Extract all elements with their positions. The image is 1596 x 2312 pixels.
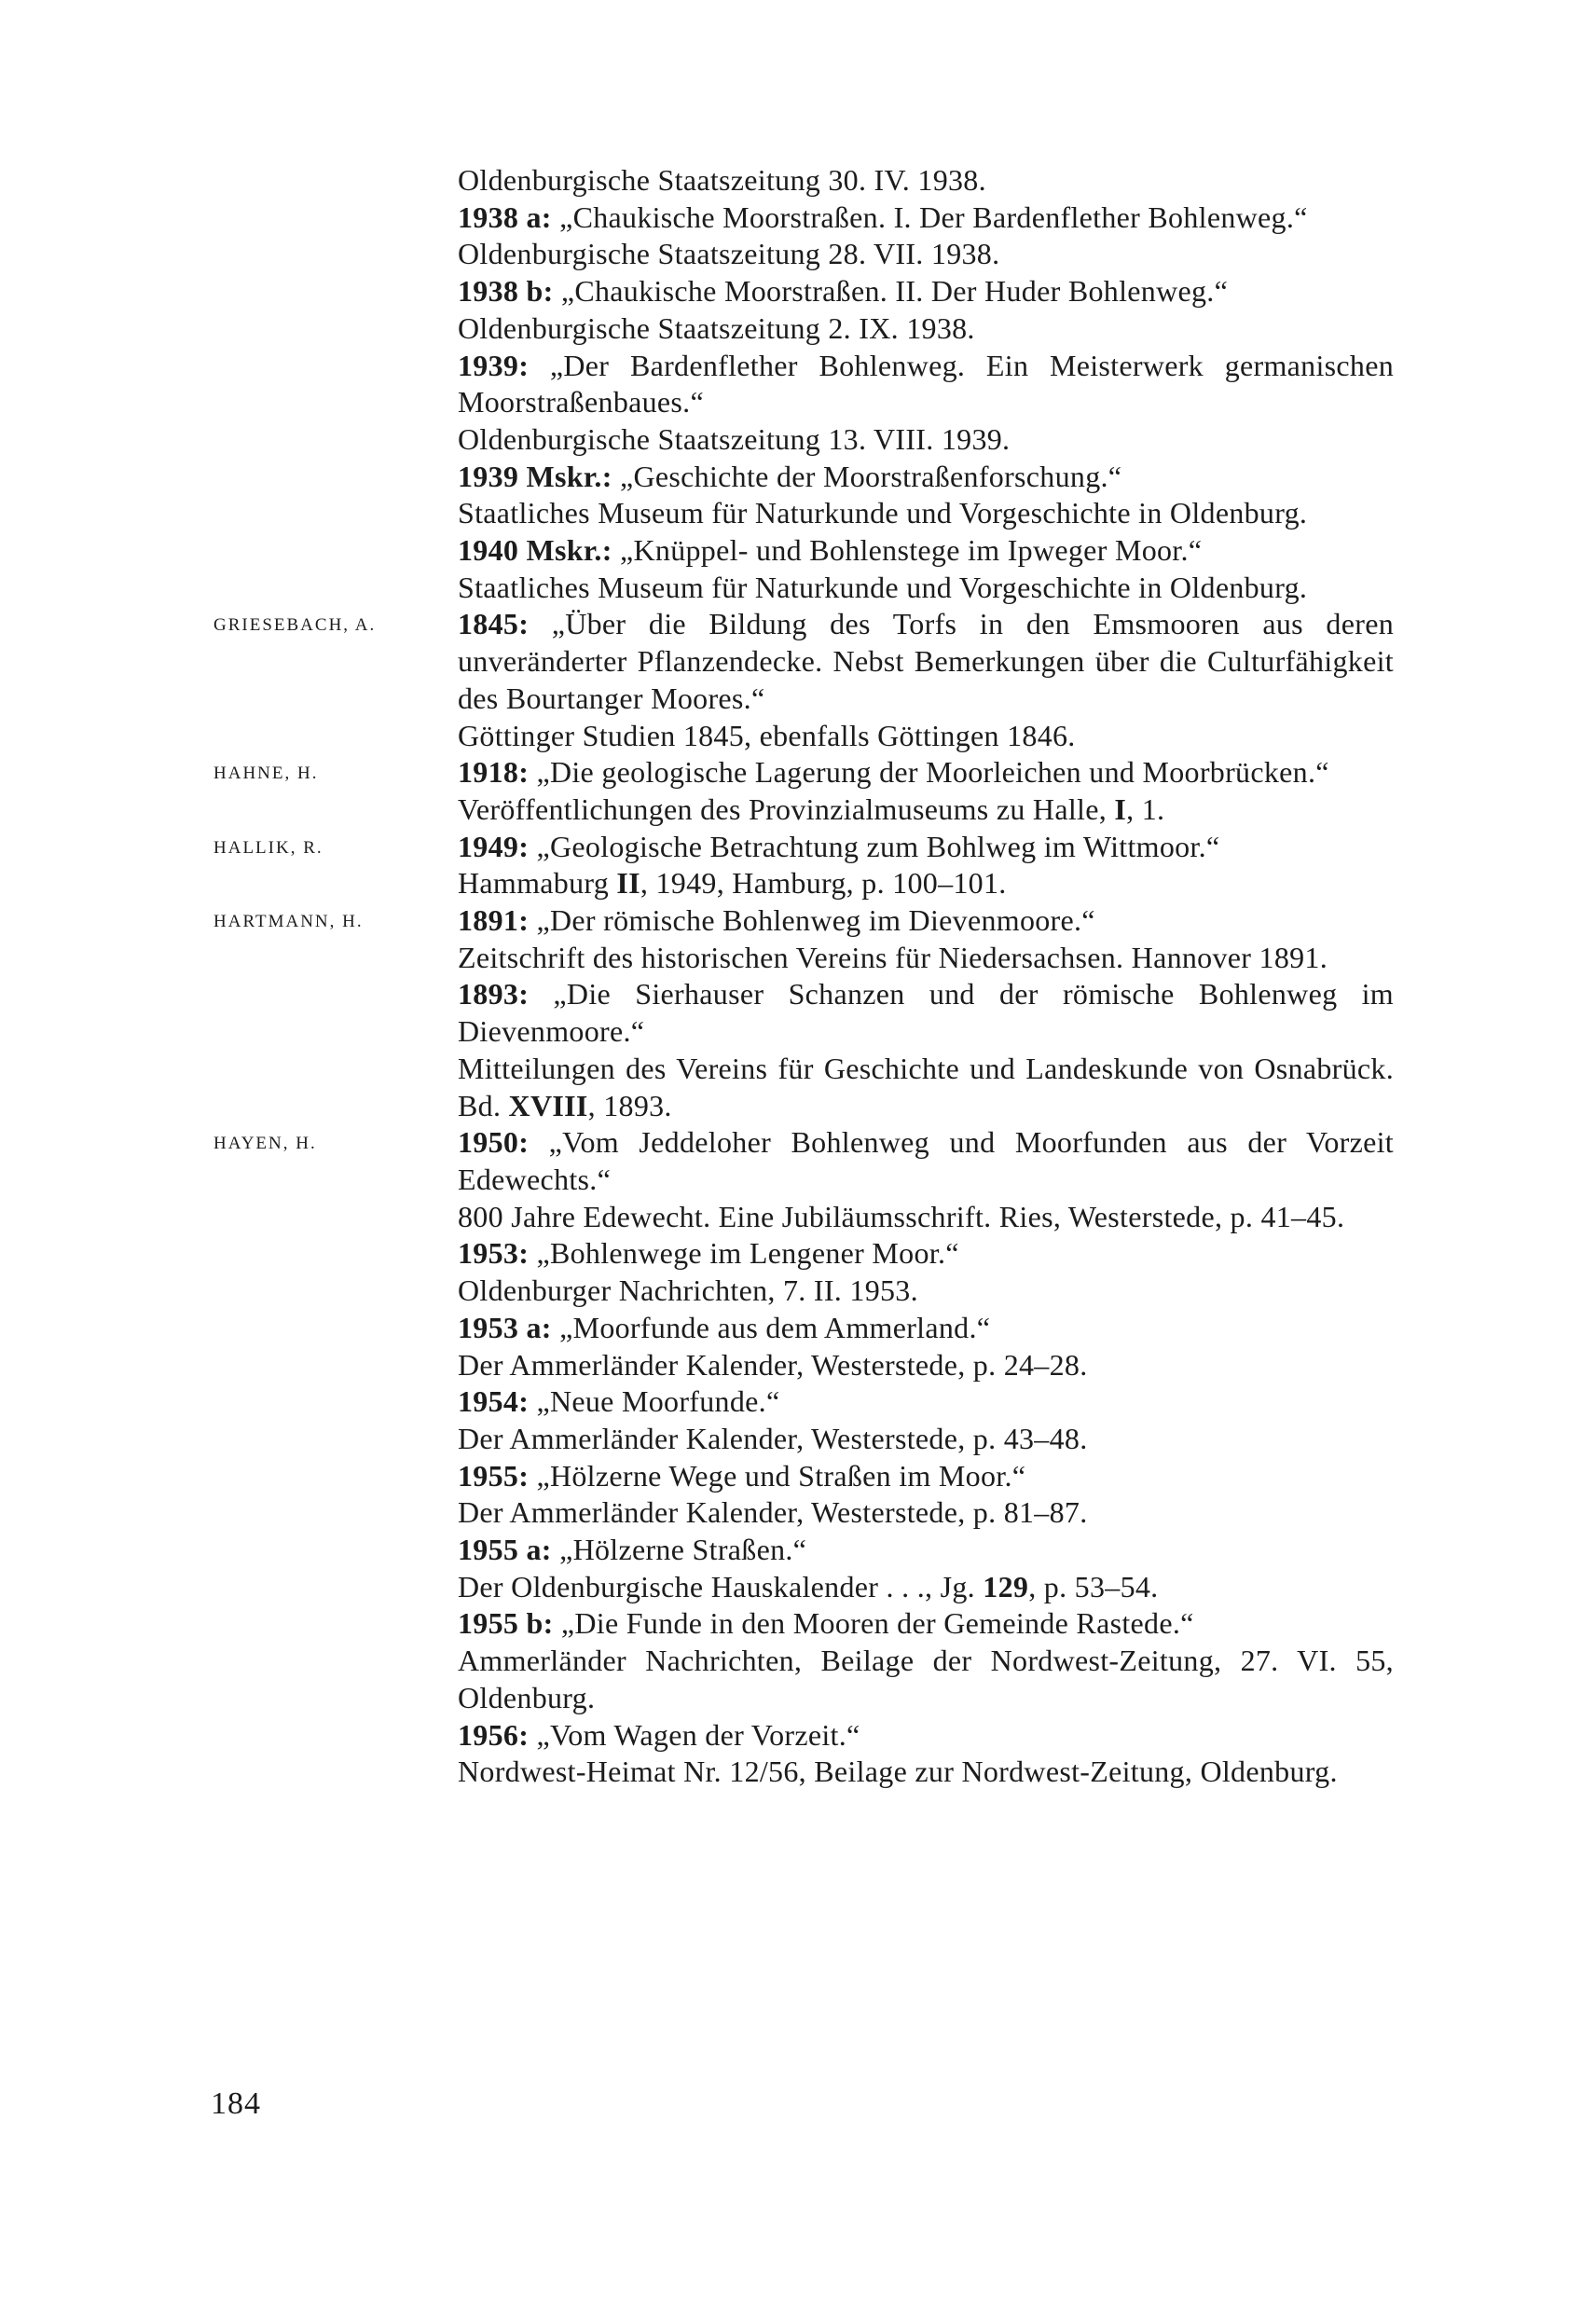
citation-text: , 1. xyxy=(1126,791,1165,826)
citation-text: Oldenburgische Staatszeitung 28. VII. 1938. xyxy=(458,237,1000,271)
citation-line xyxy=(458,570,1394,607)
citation-text: „Hölzerne Straßen.“ xyxy=(551,1533,807,1567)
author-entry xyxy=(0,606,1596,754)
citation-year: 1956: xyxy=(458,1717,530,1752)
citation-line xyxy=(458,1494,1394,1532)
citation-year: 1954: xyxy=(458,1384,530,1419)
citation-year: 1955 a: xyxy=(458,1533,552,1567)
page-number: 184 xyxy=(211,2086,261,2121)
citation-line xyxy=(458,310,1394,348)
citation-year: 1949: xyxy=(458,829,530,863)
citation-year: 1845: xyxy=(458,607,530,641)
citation-text: „Der römische Bohlenweg im Dievenmoore.“ xyxy=(529,903,1095,938)
author-name: GRIESEBACH, A. xyxy=(213,615,377,636)
citation-title-line xyxy=(458,1532,1394,1569)
citation-text: Ammerländer Nachrichten, Beilage der Nordwest-Zeitung, 27. VI. 55, Oldenburg. xyxy=(458,1644,1394,1714)
author-entry xyxy=(0,162,1596,606)
citation-title-line xyxy=(458,1605,1394,1643)
citation-line xyxy=(458,718,1394,755)
author-name: HAYEN, H. xyxy=(213,1134,317,1154)
bold-volume: 129 xyxy=(983,1569,1029,1603)
citation-text: , p. 53–54. xyxy=(1028,1569,1159,1603)
citation-text: „Über die Bildung des Torfs in den Emsmooren aus deren unveränderter Pflanzendecke. Nebst Bemerkungen über die Culturfähigkeit des Bourtanger Moores.“ xyxy=(458,607,1394,715)
citation-text: Nordwest-Heimat Nr. 12/56, Beilage zur Nordwest-Zeitung, Oldenburg. xyxy=(458,1755,1338,1789)
citation-line xyxy=(458,1569,1394,1606)
citation-text: Staatliches Museum für Naturkunde und Vorgeschichte in Oldenburg. xyxy=(458,496,1308,530)
citation-line xyxy=(458,236,1394,273)
citation-line xyxy=(458,421,1394,459)
citation-text: „Geschichte der Moorstraßenforschung.“ xyxy=(612,459,1122,493)
citation-line xyxy=(458,1347,1394,1384)
citation-text: „Bohlenwege im Lengener Moor.“ xyxy=(529,1236,959,1271)
citation-year: 1953 a: xyxy=(458,1310,552,1344)
citation-line xyxy=(458,1051,1394,1124)
citation-text: „Die Sierhauser Schanzen und der römische Bohlenweg im Dievenmoore.“ xyxy=(458,977,1394,1049)
citation-text: Mitteilungen des Vereins für Geschichte und Landeskunde von Osnabrück. Bd. xyxy=(458,1051,1394,1122)
citation-text: „Knüppel- und Bohlenstege im Ipweger Moor.“ xyxy=(612,533,1203,568)
entry-body xyxy=(458,606,1394,754)
citation-text: „Hölzerne Wege und Straßen im Moor.“ xyxy=(529,1458,1026,1493)
citation-text: „Vom Jeddeloher Bohlenweg und Moorfunden aus der Vorzeit Edewechts.“ xyxy=(458,1125,1394,1196)
citation-line xyxy=(458,348,1394,421)
citation-line xyxy=(458,200,1394,237)
citation-text: , 1893. xyxy=(587,1088,672,1122)
citation-line xyxy=(458,459,1394,496)
citation-title-line xyxy=(458,1235,1394,1273)
citation-line xyxy=(458,1643,1394,1716)
citation-title-line xyxy=(458,1310,1394,1347)
citation-title-line xyxy=(458,754,1394,791)
citation-line xyxy=(458,273,1394,310)
author-entry xyxy=(0,902,1596,1124)
citation-title-line xyxy=(458,829,1394,866)
citation-text: , 1949, Hamburg, p. 100–101. xyxy=(640,866,1007,901)
citation-text: Veröffentlichungen des Provinzialmuseums zu Halle, xyxy=(458,791,1115,826)
citation-title-line xyxy=(458,1124,1394,1198)
author-entry xyxy=(0,1124,1596,1791)
citation-title-line xyxy=(458,606,1394,717)
citation-line xyxy=(458,1273,1394,1310)
citation-text: „Moorfunde aus dem Ammerland.“ xyxy=(551,1310,991,1344)
citation-text: „Neue Moorfunde.“ xyxy=(529,1384,780,1419)
citation-line xyxy=(458,162,1394,200)
entry-body xyxy=(458,1124,1394,1791)
citation-year: 1939: xyxy=(458,348,530,382)
citation-year: 1938 a: xyxy=(458,200,552,234)
citation-line xyxy=(458,791,1394,829)
citation-line xyxy=(458,1199,1394,1236)
citation-text: Der Ammerländer Kalender, Westerstede, p. 24–28. xyxy=(458,1347,1088,1382)
citation-text: „Der Bardenflether Bohlenweg. Ein Meisterwerk germanischen Moorstraßenbaues.“ xyxy=(458,348,1394,420)
citation-line xyxy=(458,1421,1394,1458)
citation-text: Oldenburgische Staatszeitung 2. IX. 1938. xyxy=(458,310,975,345)
entry-body xyxy=(458,829,1394,902)
citation-line xyxy=(458,532,1394,570)
citation-text: „Geologische Betrachtung zum Bohlweg im Wittmoor.“ xyxy=(529,829,1220,863)
citation-text: 800 Jahre Edewecht. Eine Jubiläumsschrift. Ries, Westerstede, p. 41–45. xyxy=(458,1199,1345,1233)
citation-text: Zeitschrift des historischen Vereins für Niedersachsen. Hannover 1891. xyxy=(458,940,1328,974)
author-name: HAHNE, H. xyxy=(213,764,319,784)
entry-body xyxy=(458,754,1394,828)
citation-year: 1955 b: xyxy=(458,1606,554,1641)
bold-volume: II xyxy=(616,866,640,901)
citation-text: „Die geologische Lagerung der Moorleichen und Moorbrücken.“ xyxy=(529,755,1329,790)
citation-year: 1955: xyxy=(458,1458,530,1493)
entry-body xyxy=(458,902,1394,1124)
citation-year: 1891: xyxy=(458,903,530,938)
citation-text: Oldenburgische Staatszeitung 30. IV. 1938. xyxy=(458,163,986,197)
citation-year: 1938 b: xyxy=(458,274,554,309)
author-name: HARTMANN, H. xyxy=(213,912,364,932)
entry-body xyxy=(458,162,1394,606)
citation-text: Göttinger Studien 1845, ebenfalls Göttingen 1846. xyxy=(458,718,1076,752)
citation-line xyxy=(458,495,1394,532)
citation-text: Oldenburgische Staatszeitung 13. VIII. 1939. xyxy=(458,421,1011,456)
citation-title-line xyxy=(458,1383,1394,1421)
bold-volume: XVIII xyxy=(508,1088,588,1122)
citation-text: Der Ammerländer Kalender, Westerstede, p. 81–87. xyxy=(458,1495,1088,1530)
author-entry xyxy=(0,829,1596,902)
citation-title-line xyxy=(458,902,1394,940)
citation-text: „Vom Wagen der Vorzeit.“ xyxy=(529,1717,860,1752)
author-entry xyxy=(0,754,1596,828)
citation-text: Staatliches Museum für Naturkunde und Vorgeschichte in Oldenburg. xyxy=(458,570,1308,604)
citation-text: Hammaburg xyxy=(458,866,617,901)
citation-title-line xyxy=(458,1717,1394,1755)
author-name: HALLIK, R. xyxy=(213,837,323,858)
citation-text: Der Ammerländer Kalender, Westerstede, p. 43–48. xyxy=(458,1421,1088,1455)
citation-year: 1918: xyxy=(458,755,530,790)
citation-title-line xyxy=(458,1458,1394,1495)
citation-line xyxy=(458,865,1394,902)
citation-text: „Chaukische Moorstraßen. I. Der Bardenflether Bohlenweg.“ xyxy=(551,200,1308,234)
citation-year: 1940 Mskr.: xyxy=(458,533,612,568)
bold-volume: I xyxy=(1114,791,1127,826)
citation-year: 1939 Mskr.: xyxy=(458,459,612,493)
citation-year: 1950: xyxy=(458,1125,530,1160)
citation-text: Oldenburger Nachrichten, 7. II. 1953. xyxy=(458,1273,918,1308)
citation-year: 1953: xyxy=(458,1236,530,1271)
citation-text: „Chaukische Moorstraßen. II. Der Huder Bohlenweg.“ xyxy=(553,274,1229,309)
citation-text: „Die Funde in den Mooren der Gemeinde Rastede.“ xyxy=(553,1606,1194,1641)
citation-title-line xyxy=(458,976,1394,1050)
citation-line xyxy=(458,940,1394,977)
bibliography-list xyxy=(0,162,1596,1791)
citation-year: 1893: xyxy=(458,977,530,1012)
citation-text: Der Oldenburgische Hauskalender . . ., Jg. xyxy=(458,1569,984,1603)
citation-line xyxy=(458,1754,1394,1791)
